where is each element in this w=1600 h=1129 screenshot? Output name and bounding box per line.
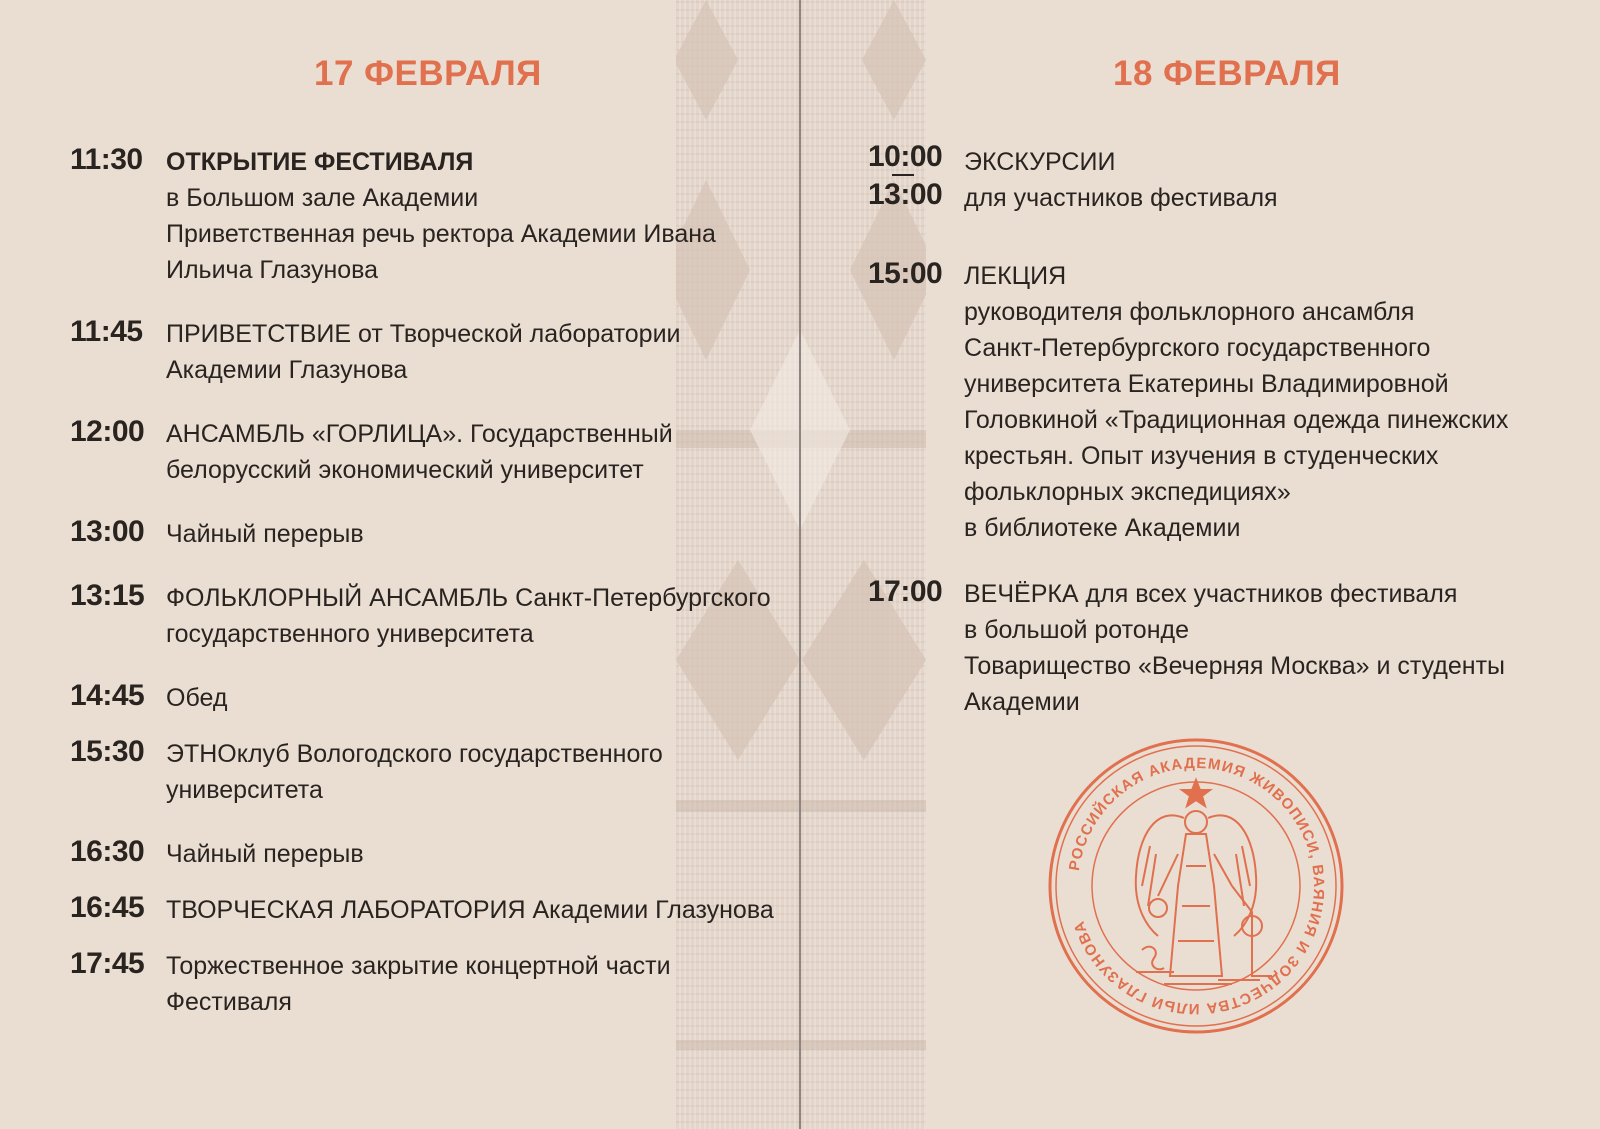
item-description: ТВОРЧЕСКАЯ ЛАБОРАТОРИЯ Академии Глазунова bbox=[166, 896, 774, 924]
item-time-range bbox=[868, 142, 942, 210]
item-time: 11:30 bbox=[70, 143, 143, 176]
item-time: 16:45 bbox=[70, 891, 145, 924]
time-range-dash bbox=[892, 174, 914, 176]
item-description: Торжественное закрытие концертной части Фестиваля bbox=[166, 952, 671, 1016]
item-time: 16:30 bbox=[70, 835, 145, 868]
time-end: 13:00 bbox=[868, 178, 943, 211]
item-time: 17:00 bbox=[868, 575, 943, 608]
item-time: 15:00 bbox=[868, 257, 943, 290]
item-time: 13:15 bbox=[70, 579, 145, 612]
item-description: ВЕЧЁРКА для всех участников фестиваля в большой ротонде Товарищество «Вечерняя Москва» и студенты Академии bbox=[964, 580, 1506, 716]
item-description: ФОЛЬКЛОРНЫЙ АНСАМБЛЬ Санкт-Петербургского государственного университета bbox=[166, 584, 771, 648]
item-description: ЛЕКЦИЯ руководителя фольклорного ансамбля Санкт-Петербургского государственного университета Екатерины Владимировной Головкиной «Традиционная одежда пинежских крестьян. Опыт изучения в студенческих фольклорных экспедициях» в библиотеке Академии bbox=[964, 262, 1509, 542]
item-time: 13:00 bbox=[70, 515, 145, 548]
day-heading: 18 ФЕВРАЛЯ bbox=[1113, 54, 1341, 93]
fold-line bbox=[799, 0, 801, 1129]
item-description: ПРИВЕТСТВИЕ от Творческой лаборатории Академии Глазунова bbox=[166, 320, 681, 384]
item-description: ЭТНОклуб Вологодского государственного университета bbox=[166, 740, 663, 804]
item-description: Обед bbox=[166, 684, 228, 712]
item-description: АНСАМБЛЬ «ГОРЛИЦА». Государственный белорусский экономический университет bbox=[166, 420, 673, 484]
item-time: 15:30 bbox=[70, 735, 145, 768]
item-time: 11:45 bbox=[70, 315, 143, 348]
day-heading: 17 ФЕВРАЛЯ bbox=[314, 54, 542, 93]
item-time: 12:00 bbox=[70, 415, 145, 448]
seal-figure bbox=[1136, 780, 1272, 984]
item-time: 17:45 bbox=[70, 947, 145, 980]
item-description: Чайный перерыв bbox=[166, 520, 364, 548]
time-start: 10:00 bbox=[868, 140, 943, 173]
item-description: Чайный перерыв bbox=[166, 840, 364, 868]
seal-inscription-path: РОССИЙСКАЯ АКАДЕМИЯ ЖИВОПИСИ, ВАЯНИЯ И ЗОДЧЕСТВА ИЛЬИ ГЛАЗУНОВА bbox=[1065, 754, 1328, 1018]
academy-seal bbox=[1046, 736, 1346, 1036]
item-description: ОТКРЫТИЕ ФЕСТИВАЛЯ в Большом зале Академии Приветственная речь ректора Академии Ивана Ильича Глазунова bbox=[166, 148, 716, 284]
item-description: ЭКСКУРСИИ для участников фестиваля bbox=[964, 148, 1278, 212]
item-time: 14:45 bbox=[70, 679, 145, 712]
